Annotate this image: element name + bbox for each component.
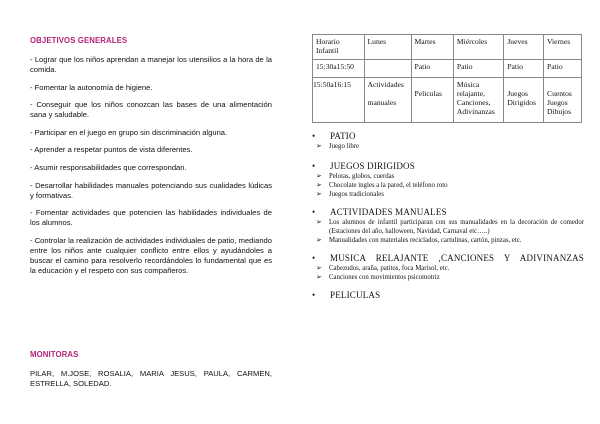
- list-item: Los alumnos de infantil participaran con sus manualidades en la decoración de comedor (Estaciones del año, halloween, Navidad, Carnaval etc…..): [329, 219, 584, 235]
- table-cell: Patio: [453, 60, 503, 78]
- arrow-bullet-icon: ➢: [316, 142, 322, 150]
- activity-sections: [312, 131, 584, 301]
- objetivos-heading: OBJETIVOS GENERALES: [30, 36, 128, 45]
- list-item: Manualidades con materiales reciclados, cartulinas, cartón, pinzas, etc.: [329, 237, 522, 244]
- list-item: Canciones con movimientos psicomotriz: [329, 274, 440, 281]
- section-actividades-manuales: [312, 207, 584, 245]
- table-cell: Actividades manuales: [364, 78, 411, 123]
- header-cell: Viernes: [544, 35, 582, 60]
- objetivos-list: [30, 55, 272, 276]
- objetivo-item: - Desarrollar habilidades manuales potenciando sus cualidades lúdicas y formativas.: [30, 180, 272, 200]
- table-cell: Patio: [504, 60, 544, 78]
- header-cell: Horario Infantil: [313, 35, 365, 60]
- monitoras-heading: MONITORAS: [30, 350, 79, 359]
- header-cell: Martes: [411, 35, 453, 60]
- table-row: [313, 60, 582, 78]
- section-title: PATIO: [330, 131, 356, 141]
- schedule-column: [312, 34, 584, 305]
- schedule-table: [312, 34, 582, 123]
- list-item: Juego libre: [329, 143, 360, 150]
- arrow-bullet-icon: ➢: [316, 264, 322, 272]
- header-cell: Lunes: [364, 35, 411, 60]
- bullet-icon: •: [312, 161, 316, 171]
- objetivo-item: - Aprender a respetar puntos de vista diferentes.: [30, 145, 193, 155]
- objetivo-item: - Fomentar actividades que potencien las habilidades individuales de los alumnos.: [30, 208, 272, 228]
- objetivos-column: [30, 36, 272, 283]
- section-peliculas: [312, 290, 584, 301]
- monitoras-names: PILAR, M.JOSE, ROSALIA, MARIA JESUS, PAULA, CARMEN, ESTRELLA, SOLEDAD.: [30, 369, 272, 388]
- table-cell: Patio: [411, 60, 453, 78]
- bullet-icon: •: [312, 207, 316, 217]
- table-cell: Juegos Dirigidos: [504, 78, 544, 123]
- header-cell: Jueves: [504, 35, 544, 60]
- table-cell: [364, 60, 411, 78]
- section-title: ACTIVIDADES MANUALES: [330, 207, 447, 217]
- monitoras-block: [30, 350, 272, 389]
- list-item: Pelotas, globos, cuerdas: [329, 173, 395, 180]
- table-cell: 15:30a15:50: [313, 60, 365, 78]
- section-juegos-dirigidos: [312, 161, 584, 199]
- table-cell: Patio: [544, 60, 582, 78]
- table-cell: Peliculas: [411, 78, 453, 123]
- bullet-icon: •: [312, 290, 316, 300]
- table-row: [313, 78, 582, 123]
- section-patio: [312, 131, 584, 151]
- table-cell: 15:50a16:15: [313, 78, 365, 123]
- objetivo-item: - Controlar la realización de actividades individuales de patio, mediando entre los niños ante cualquier conflicto entre ellos y ayudándoles a buscar el camino para resolverlo recordándoles lo fundamental que es la educación y el respeto con sus compañeros.: [30, 235, 272, 275]
- header-cell: Miércoles: [453, 35, 503, 60]
- objetivo-item: - Fomentar la autonomía de higiene.: [30, 82, 153, 92]
- arrow-bullet-icon: ➢: [316, 190, 322, 198]
- arrow-bullet-icon: ➢: [316, 273, 322, 281]
- objetivo-item: - Asumir responsabilidades que correspondan.: [30, 162, 187, 172]
- arrow-bullet-icon: ➢: [316, 181, 322, 189]
- objetivo-item: - Participar en el juego en grupo sin discriminación alguna.: [30, 127, 228, 137]
- section-title: JUEGOS DIRIGIDOS: [330, 161, 415, 171]
- section-title: PELICULAS: [330, 290, 381, 300]
- list-item: Chocolate ingles a la pared, el teléfono roto: [329, 182, 448, 189]
- arrow-bullet-icon: ➢: [316, 172, 322, 180]
- table-cell: Música relajante, Canciones, Adivinanzas: [453, 78, 503, 123]
- section-title: MUSICA RELAJANTE ,CANCIONES Y ADIVINANZAS: [330, 253, 584, 263]
- bullet-icon: •: [312, 131, 316, 141]
- section-musica: [312, 253, 584, 282]
- objetivo-item: - Lograr que los niños aprendan a manejar los utensilios a la hora de la comida.: [30, 55, 272, 74]
- list-item: Juegos tradicionales: [329, 191, 384, 198]
- arrow-bullet-icon: ➢: [316, 236, 322, 244]
- bullet-icon: •: [312, 253, 316, 263]
- table-header-row: [313, 35, 582, 60]
- table-cell: Cuentos Juegos Dibujos: [544, 78, 582, 123]
- objetivo-item: - Conseguir que los niños conozcan las bases de una alimentación sana y saludable.: [30, 100, 272, 120]
- arrow-bullet-icon: ➢: [316, 218, 322, 226]
- list-item: Cabezudos, araña, patitos, foca Marisol, etc.: [329, 265, 450, 272]
